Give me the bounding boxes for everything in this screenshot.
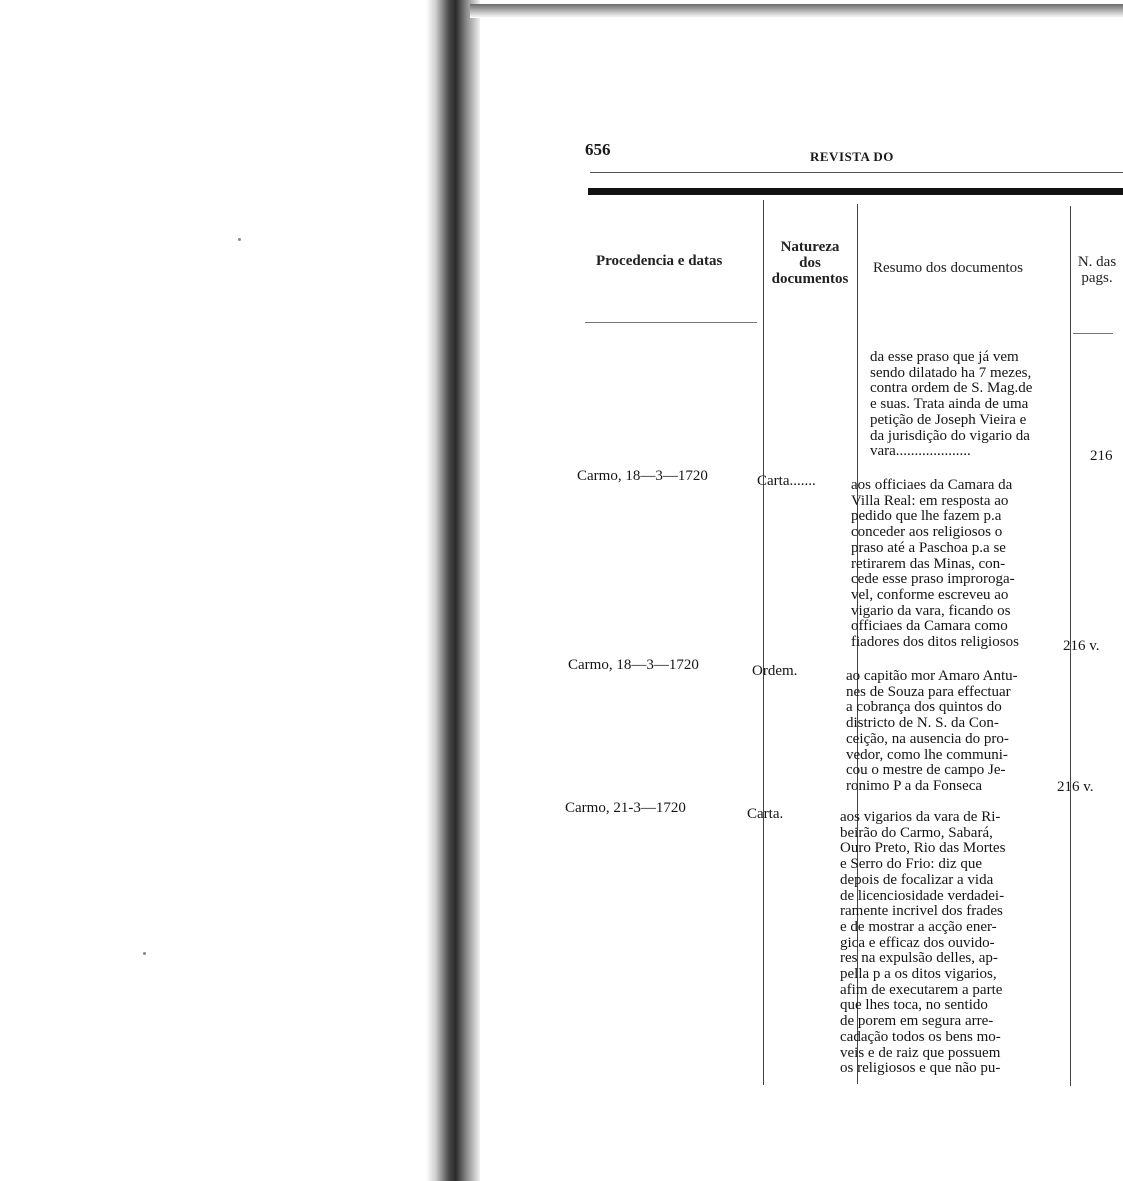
page-ref: 216 v. [1057,779,1094,795]
column-divider [763,200,764,1085]
origin-date: Carmo, 18—3—1720 [568,657,699,673]
document-summary: aos officiaes da Camara da Villa Real: em resposta ao pedido que lhe fazem p.a conceder aos religiosos o praso até a Paschoa p.a se retirarem das Minas, con- cede esse praso improroga- vel, conforme escreveu ao vigario da vara, ficando os officiaes da Camara como fiadores dos ditos religiosos [851,477,1019,651]
document-summary: ao capitão mor Amaro Antu- nes de Souza para effectuar a cobrança dos quintos do districto de N. S. da Con- ceição, na ausencia do pro- vedor, como lhe communi- cou o mestre de campo Je- ronimo P a da Fonseca [846,668,1018,794]
scan-speck [143,952,146,955]
column-header-natureza: Natureza dos documentos [771,239,849,287]
page-ref: 216 v. [1063,638,1100,654]
table-top-rule [588,188,1123,195]
summary-continuation: da esse praso que já vem sendo dilatado ha 7 mezes, contra ordem de S. Mag.de e suas. Trata ainda de uma petição de Joseph Vieira e da jurisdição do vigario da vara.................... [870,349,1033,460]
column-header-resumo: Resumo dos documentos [873,260,1023,276]
document-nature: Carta....... [757,473,816,489]
document-summary: aos vigarios da vara de Ri- beirão do Carmo, Sabará, Ouro Preto, Rio das Mortes e Serro do Frio: diz que depois de focalizar a vida de licenciosidade verdadei- ramente incrivel dos frades e de mostrar a acção ener- gica e efficaz dos ouvido- res na expulsão delles, ap- pella p a os ditos vigarios, afim de executarem a parte que lhes toca, no sentido de porem em segura arre- cadação todos os bens mo- veis e de raiz que possuem os religiosos e que não pu- [840,809,1006,1077]
origin-date: Carmo, 21-3—1720 [565,800,686,816]
book-spine-shadow [426,0,480,1181]
page-ref: 216 [1090,448,1113,464]
document-nature: Carta. [747,806,784,822]
column-header-pags: N. das pags. [1077,254,1117,286]
scan-speck [238,238,241,241]
document-nature: Ordem. [752,663,798,679]
origin-date: Carmo, 18—3—1720 [577,468,708,484]
running-head: REVISTA DO [810,149,894,164]
header-bottom-rule [585,322,757,323]
header-bottom-rule [1073,333,1113,334]
column-header-procedencia: Procedencia e datas [596,253,723,269]
header-rule [590,172,1123,173]
page-top-edge-shadow [470,4,1123,18]
page-number: 656 [585,140,611,159]
